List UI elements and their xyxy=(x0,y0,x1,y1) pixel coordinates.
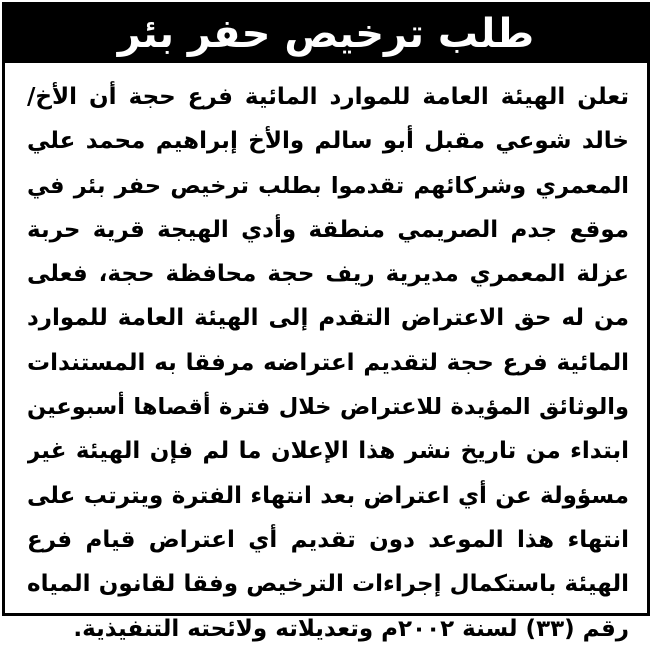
body-line: من له حق الاعتراض التقدم إلى الهيئة العامة للموارد xyxy=(27,305,629,332)
body-line: موقع جدم الصريمي منطقة وأدي الهيجة قرية حربة xyxy=(27,216,629,243)
body-line: انتهاء هذا الموعد دون تقديم أي اعتراض قيام فرع xyxy=(27,526,629,553)
body-line: المائية فرع حجة لتقديم اعتراضه مرفقا به المستندات xyxy=(27,349,629,376)
body-line: رقم (٣٣) لسنة ٢٠٠٢م وتعديلاته ولائحته التنفيذية. xyxy=(73,615,629,642)
notice-title: طلب ترخيص حفر بئر xyxy=(117,11,535,57)
body-line: مسؤولة عن أي اعتراض بعد انتهاء الفترة ويترتب على xyxy=(27,482,629,509)
body-line: ابتداء من تاريخ نشر هذا الإعلان ما لم فإن الهيئة غير xyxy=(27,438,629,465)
body-line: خالد شوعي مقبل أبو سالم والأخ إبراهيم محمد علي xyxy=(27,128,629,155)
notice-body xyxy=(27,75,629,651)
body-line: تعلن الهيئة العامة للموارد المائية فرع حجة أن الأخ/ xyxy=(27,84,629,110)
body-line: المعمري وشركائهم تقدموا بطلب ترخيص حفر بئر في xyxy=(27,172,629,199)
notice-box xyxy=(2,2,650,642)
title-bar xyxy=(5,5,647,63)
body-line: والوثائق المؤيدة للاعتراض خلال فترة أقصاها أسبوعين xyxy=(27,394,629,421)
body-line: الهيئة باستكمال إجراءات الترخيص وفقا لقانون المياه xyxy=(27,571,629,598)
body-line: عزلة المعمري مديرية ريف حجة محافظة حجة، فعلى xyxy=(27,261,629,288)
